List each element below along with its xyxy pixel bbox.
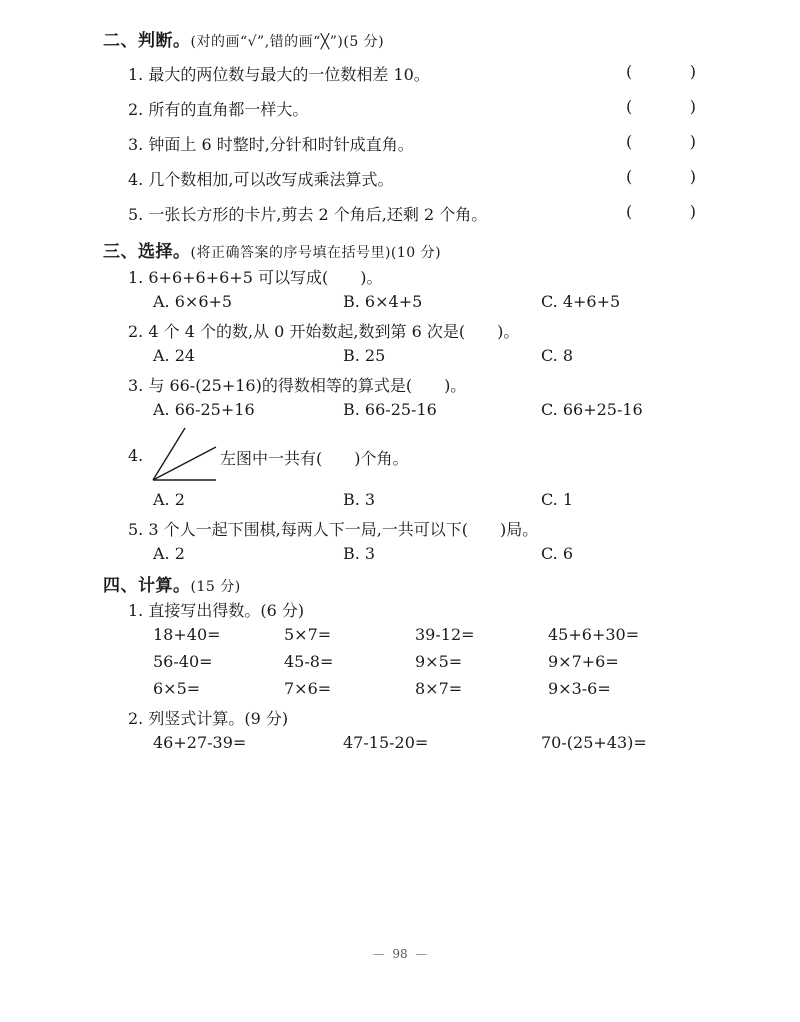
choice-question-5 (128, 517, 538, 540)
paren-right: ) (689, 167, 696, 186)
vertical-calc-item: 70-(25+43)= (541, 733, 647, 752)
paren-right: ) (689, 62, 696, 81)
calc-item: 56-40= (153, 652, 213, 671)
judge-num: 4. (128, 170, 144, 189)
paren-left: ( (626, 62, 633, 81)
section4-note: (15 分) (190, 579, 241, 595)
option-b: B. 6×4+5 (343, 292, 423, 311)
calc-item: 45+6+30= (548, 625, 640, 644)
paren-left: ( (626, 202, 633, 221)
footer-dash-left: — (372, 947, 385, 961)
judge-num: 5. (128, 205, 144, 224)
section3-title: 三、选择。 (103, 242, 191, 262)
judge-item-4 (128, 167, 393, 190)
option-a: A. 2 (153, 544, 185, 563)
paren-left: ( (626, 167, 633, 186)
calc-item: 45-8= (284, 652, 334, 671)
section2-heading (103, 26, 384, 51)
question-num: 1. (128, 268, 144, 287)
judge-num: 2. (128, 100, 144, 119)
angle-figure (150, 425, 220, 485)
question-text: 与 66-(25+16)的得数相等的算式是( )。 (148, 376, 467, 395)
option-c: C. 1 (541, 490, 574, 509)
judge-item-5 (128, 202, 487, 225)
judge-text: 所有的直角都一样大。 (148, 100, 309, 119)
judge-text: 最大的两位数与最大的一位数相差 10。 (148, 65, 430, 84)
option-b: B. 66-25-16 (343, 400, 437, 419)
question-text: 6+6+6+6+5 可以写成( )。 (148, 268, 383, 287)
judge-text: 几个数相加,可以改写成乘法算式。 (148, 170, 394, 189)
section2-note: (对的画“√”,错的画“╳”)(5 分) (190, 34, 385, 50)
paren-left: ( (626, 132, 633, 151)
paren-right: ) (689, 132, 696, 151)
option-b: B. 3 (343, 490, 376, 509)
question-num: 4. (128, 446, 144, 465)
option-b: B. 25 (343, 346, 386, 365)
choice-question-3 (128, 373, 466, 396)
calc-item: 9×3-6= (548, 679, 611, 698)
calc-sub1-label: 1. 直接写出得数。(6 分) (128, 601, 305, 620)
option-a: A. 24 (153, 346, 196, 365)
paren-right: ) (689, 97, 696, 116)
page-footer (0, 947, 800, 961)
calc-item: 9×5= (415, 652, 463, 671)
judge-item-2 (128, 97, 308, 120)
option-a: A. 6×6+5 (153, 292, 233, 311)
question-text: 4 个 4 个的数,从 0 开始数起,数到第 6 次是( )。 (148, 322, 520, 341)
calc-item: 5×7= (284, 625, 332, 644)
judge-item-1 (128, 62, 430, 85)
section2-title: 二、判断。 (103, 31, 191, 51)
calc-item: 39-12= (415, 625, 475, 644)
option-c: C. 6 (541, 544, 574, 563)
option-b: B. 3 (343, 544, 376, 563)
calc-item: 18+40= (153, 625, 221, 644)
calc-item: 8×7= (415, 679, 463, 698)
option-c: C. 8 (541, 346, 574, 365)
judge-item-3 (128, 132, 414, 155)
question-text: 3 个人一起下围棋,每两人下一局,一共可以下( )局。 (148, 520, 539, 539)
paren-left: ( (626, 97, 633, 116)
vertical-calc-item: 47-15-20= (343, 733, 429, 752)
choice-question-2 (128, 319, 519, 342)
section3-heading (103, 237, 441, 262)
question-num: 3. (128, 376, 144, 395)
judge-text: 钟面上 6 时整时,分针和时针成直角。 (148, 135, 414, 154)
section3-note: (将正确答案的序号填在括号里)(10 分) (190, 245, 442, 261)
calc-item: 7×6= (284, 679, 332, 698)
judge-num: 3. (128, 135, 144, 154)
page-number: 98 (392, 947, 408, 961)
judge-text: 一张长方形的卡片,剪去 2 个角后,还剩 2 个角。 (148, 205, 488, 224)
question-num: 2. (128, 322, 144, 341)
calc-sub2-label: 2. 列竖式计算。(9 分) (128, 709, 289, 728)
paren-right: ) (689, 202, 696, 221)
question-num: 5. (128, 520, 144, 539)
section4-heading (103, 571, 241, 596)
vertical-calc-item: 46+27-39= (153, 733, 247, 752)
calc-item: 9×7+6= (548, 652, 619, 671)
choice-question-1 (128, 265, 382, 288)
section4-title: 四、计算。 (103, 576, 191, 596)
option-c: C. 4+6+5 (541, 292, 621, 311)
option-c: C. 66+25-16 (541, 400, 643, 419)
judge-num: 1. (128, 65, 144, 84)
choice-question-4-text: 左图中一共有( )个角。 (220, 449, 409, 468)
calc-item: 6×5= (153, 679, 201, 698)
footer-dash-right: — (415, 947, 428, 961)
option-a: A. 66-25+16 (153, 400, 255, 419)
option-a: A. 2 (153, 490, 185, 509)
